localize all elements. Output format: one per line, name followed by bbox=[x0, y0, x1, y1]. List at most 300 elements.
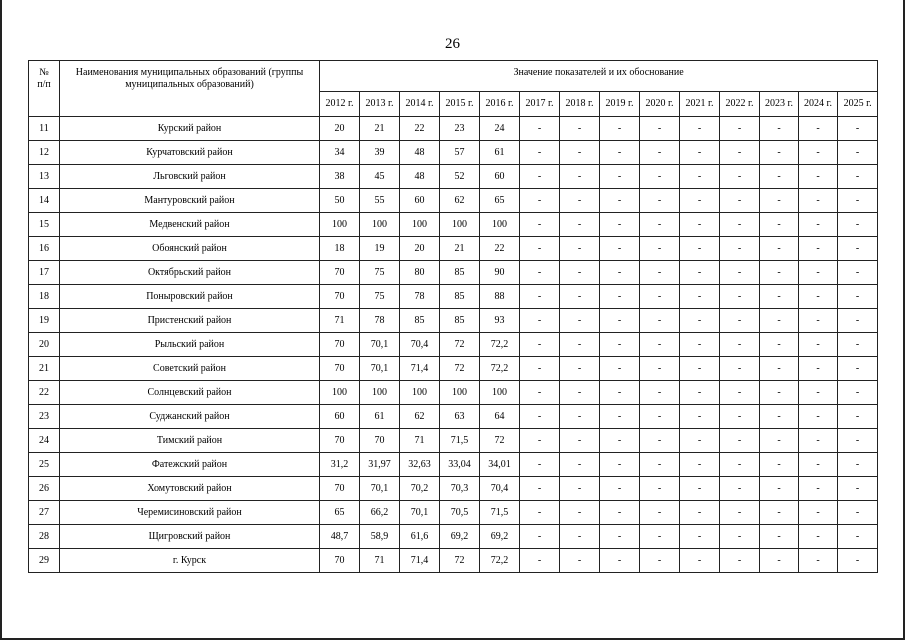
value-cell: - bbox=[838, 237, 878, 261]
value-cell: - bbox=[520, 333, 560, 357]
value-cell: 72,2 bbox=[480, 333, 520, 357]
municipality-name-cell: Рыльский район bbox=[60, 333, 320, 357]
year-header-cell: 2020 г. bbox=[640, 92, 680, 117]
value-cell: - bbox=[560, 477, 600, 501]
value-cell: - bbox=[760, 189, 799, 213]
value-cell: 85 bbox=[440, 261, 480, 285]
row-number-cell: 13 bbox=[29, 165, 60, 189]
value-cell: - bbox=[838, 501, 878, 525]
value-cell: 48 bbox=[400, 141, 440, 165]
value-cell: 75 bbox=[360, 285, 400, 309]
value-cell: 85 bbox=[440, 309, 480, 333]
municipality-name-cell: Тимский район bbox=[60, 429, 320, 453]
value-cell: - bbox=[720, 237, 760, 261]
value-cell: 65 bbox=[320, 501, 360, 525]
municipality-name-cell: Медвенский район bbox=[60, 213, 320, 237]
year-header-cell: 2021 г. bbox=[680, 92, 720, 117]
value-cell: 64 bbox=[480, 405, 520, 429]
value-cell: - bbox=[560, 333, 600, 357]
value-cell: - bbox=[838, 477, 878, 501]
municipality-name-cell: г. Курск bbox=[60, 549, 320, 573]
value-cell: 70,5 bbox=[440, 501, 480, 525]
row-number-cell: 28 bbox=[29, 525, 60, 549]
value-cell: - bbox=[799, 357, 838, 381]
value-cell: - bbox=[560, 309, 600, 333]
municipality-name-cell: Курский район bbox=[60, 117, 320, 141]
year-header-cell: 2016 г. bbox=[480, 92, 520, 117]
value-cell: 72 bbox=[480, 429, 520, 453]
value-cell: - bbox=[680, 381, 720, 405]
table-row bbox=[29, 141, 878, 165]
value-cell: 62 bbox=[400, 405, 440, 429]
value-cell: 70 bbox=[320, 429, 360, 453]
header-row-number-label: № п/п bbox=[37, 67, 51, 90]
value-cell: - bbox=[720, 549, 760, 573]
value-cell: 100 bbox=[320, 381, 360, 405]
value-cell: - bbox=[838, 333, 878, 357]
value-cell: 85 bbox=[400, 309, 440, 333]
row-number-cell: 12 bbox=[29, 141, 60, 165]
value-cell: - bbox=[520, 189, 560, 213]
value-cell: - bbox=[560, 501, 600, 525]
value-cell: 70 bbox=[320, 357, 360, 381]
value-cell: - bbox=[720, 117, 760, 141]
row-number-cell: 20 bbox=[29, 333, 60, 357]
value-cell: - bbox=[680, 165, 720, 189]
value-cell: - bbox=[560, 549, 600, 573]
value-cell: 22 bbox=[480, 237, 520, 261]
value-cell: - bbox=[560, 237, 600, 261]
value-cell: 34,01 bbox=[480, 453, 520, 477]
value-cell: - bbox=[600, 357, 640, 381]
table-row bbox=[29, 501, 878, 525]
table-row bbox=[29, 333, 878, 357]
value-cell: - bbox=[720, 309, 760, 333]
value-cell: - bbox=[560, 213, 600, 237]
value-cell: - bbox=[799, 405, 838, 429]
value-cell: - bbox=[560, 261, 600, 285]
value-cell: 71,4 bbox=[400, 357, 440, 381]
table-row bbox=[29, 213, 878, 237]
value-cell: - bbox=[600, 237, 640, 261]
header-row-number bbox=[29, 61, 60, 117]
value-cell: - bbox=[680, 141, 720, 165]
value-cell: 70 bbox=[360, 429, 400, 453]
value-cell: - bbox=[680, 285, 720, 309]
value-cell: - bbox=[560, 453, 600, 477]
value-cell: 70,1 bbox=[360, 333, 400, 357]
value-cell: - bbox=[560, 189, 600, 213]
value-cell: - bbox=[799, 141, 838, 165]
year-header-cell: 2013 г. bbox=[360, 92, 400, 117]
row-number-cell: 24 bbox=[29, 429, 60, 453]
value-cell: - bbox=[600, 117, 640, 141]
value-cell: - bbox=[680, 309, 720, 333]
table-row bbox=[29, 405, 878, 429]
value-cell: - bbox=[520, 477, 560, 501]
value-cell: - bbox=[760, 333, 799, 357]
value-cell: - bbox=[720, 141, 760, 165]
value-cell: - bbox=[720, 165, 760, 189]
municipality-name-cell: Суджанский район bbox=[60, 405, 320, 429]
value-cell: - bbox=[799, 237, 838, 261]
value-cell: - bbox=[680, 357, 720, 381]
value-cell: - bbox=[680, 405, 720, 429]
value-cell: - bbox=[640, 165, 680, 189]
table-row bbox=[29, 261, 878, 285]
value-cell: 72 bbox=[440, 333, 480, 357]
table-body bbox=[29, 117, 878, 573]
value-cell: - bbox=[680, 453, 720, 477]
value-cell: - bbox=[600, 141, 640, 165]
value-cell: 78 bbox=[400, 285, 440, 309]
table-row bbox=[29, 453, 878, 477]
value-cell: 61 bbox=[360, 405, 400, 429]
row-number-cell: 14 bbox=[29, 189, 60, 213]
value-cell: - bbox=[520, 501, 560, 525]
value-cell: - bbox=[760, 405, 799, 429]
municipality-name-cell: Хомутовский район bbox=[60, 477, 320, 501]
value-cell: 63 bbox=[440, 405, 480, 429]
value-cell: 100 bbox=[440, 213, 480, 237]
value-cell: - bbox=[520, 237, 560, 261]
value-cell: - bbox=[838, 357, 878, 381]
value-cell: - bbox=[600, 525, 640, 549]
value-cell: - bbox=[838, 189, 878, 213]
value-cell: - bbox=[640, 285, 680, 309]
year-header-cell: 2022 г. bbox=[720, 92, 760, 117]
row-number-cell: 16 bbox=[29, 237, 60, 261]
value-cell: - bbox=[640, 237, 680, 261]
value-cell: 70,4 bbox=[400, 333, 440, 357]
value-cell: 23 bbox=[440, 117, 480, 141]
value-cell: - bbox=[640, 381, 680, 405]
value-cell: 39 bbox=[360, 141, 400, 165]
row-number-cell: 25 bbox=[29, 453, 60, 477]
value-cell: - bbox=[600, 261, 640, 285]
value-cell: - bbox=[760, 213, 799, 237]
value-cell: - bbox=[838, 213, 878, 237]
value-cell: 70,1 bbox=[360, 357, 400, 381]
table-row bbox=[29, 357, 878, 381]
municipality-name-cell: Октябрьский район bbox=[60, 261, 320, 285]
header-municipality-label: Наименования муниципальных образований (группы муниципальных образований) bbox=[75, 67, 304, 90]
value-cell: 100 bbox=[440, 381, 480, 405]
value-cell: - bbox=[520, 285, 560, 309]
value-cell: - bbox=[560, 141, 600, 165]
value-cell: - bbox=[838, 381, 878, 405]
value-cell: - bbox=[720, 525, 760, 549]
value-cell: 90 bbox=[480, 261, 520, 285]
value-cell: - bbox=[799, 189, 838, 213]
value-cell: - bbox=[838, 453, 878, 477]
value-cell: - bbox=[640, 213, 680, 237]
value-cell: - bbox=[720, 501, 760, 525]
year-header-cell: 2019 г. bbox=[600, 92, 640, 117]
value-cell: 75 bbox=[360, 261, 400, 285]
value-cell: - bbox=[640, 477, 680, 501]
row-number-cell: 27 bbox=[29, 501, 60, 525]
value-cell: - bbox=[520, 453, 560, 477]
value-cell: 71,4 bbox=[400, 549, 440, 573]
value-cell: - bbox=[640, 501, 680, 525]
value-cell: 60 bbox=[320, 405, 360, 429]
value-cell: - bbox=[838, 309, 878, 333]
value-cell: - bbox=[600, 285, 640, 309]
value-cell: - bbox=[600, 501, 640, 525]
year-header-cell: 2015 г. bbox=[440, 92, 480, 117]
table-row bbox=[29, 117, 878, 141]
value-cell: - bbox=[640, 333, 680, 357]
value-cell: - bbox=[799, 117, 838, 141]
value-cell: 55 bbox=[360, 189, 400, 213]
value-cell: - bbox=[799, 333, 838, 357]
value-cell: 31,2 bbox=[320, 453, 360, 477]
table-row bbox=[29, 549, 878, 573]
value-cell: 62 bbox=[440, 189, 480, 213]
value-cell: 100 bbox=[360, 213, 400, 237]
scan-edge-left bbox=[0, 0, 2, 640]
value-cell: - bbox=[680, 501, 720, 525]
value-cell: - bbox=[760, 453, 799, 477]
value-cell: - bbox=[520, 261, 560, 285]
value-cell: - bbox=[760, 549, 799, 573]
value-cell: - bbox=[560, 429, 600, 453]
header-indicator-values bbox=[320, 61, 878, 92]
value-cell: - bbox=[799, 453, 838, 477]
value-cell: - bbox=[720, 333, 760, 357]
value-cell: 70,3 bbox=[440, 477, 480, 501]
row-number-cell: 15 bbox=[29, 213, 60, 237]
value-cell: - bbox=[720, 261, 760, 285]
value-cell: 50 bbox=[320, 189, 360, 213]
value-cell: - bbox=[799, 309, 838, 333]
value-cell: - bbox=[680, 261, 720, 285]
value-cell: - bbox=[600, 213, 640, 237]
header-indicator-label: Значение показателей и их обоснование bbox=[513, 67, 684, 78]
value-cell: - bbox=[520, 165, 560, 189]
row-number-cell: 19 bbox=[29, 309, 60, 333]
value-cell: - bbox=[520, 429, 560, 453]
value-cell: - bbox=[799, 429, 838, 453]
value-cell: 70 bbox=[320, 333, 360, 357]
value-cell: 20 bbox=[400, 237, 440, 261]
value-cell: 78 bbox=[360, 309, 400, 333]
year-header-cell: 2025 г. bbox=[838, 92, 878, 117]
value-cell: - bbox=[600, 549, 640, 573]
value-cell: - bbox=[520, 357, 560, 381]
row-number-cell: 18 bbox=[29, 285, 60, 309]
municipality-name-cell: Мантуровский район bbox=[60, 189, 320, 213]
value-cell: - bbox=[520, 525, 560, 549]
value-cell: - bbox=[760, 501, 799, 525]
value-cell: 71 bbox=[320, 309, 360, 333]
value-cell: - bbox=[799, 501, 838, 525]
value-cell: - bbox=[600, 165, 640, 189]
value-cell: 71,5 bbox=[440, 429, 480, 453]
value-cell: 80 bbox=[400, 261, 440, 285]
value-cell: - bbox=[640, 309, 680, 333]
value-cell: 70 bbox=[320, 261, 360, 285]
value-cell: 57 bbox=[440, 141, 480, 165]
value-cell: - bbox=[600, 477, 640, 501]
value-cell: - bbox=[720, 381, 760, 405]
value-cell: - bbox=[760, 357, 799, 381]
value-cell: 31,97 bbox=[360, 453, 400, 477]
value-cell: - bbox=[760, 381, 799, 405]
municipality-name-cell: Поныровский район bbox=[60, 285, 320, 309]
value-cell: - bbox=[680, 549, 720, 573]
table-row bbox=[29, 525, 878, 549]
value-cell: 71 bbox=[400, 429, 440, 453]
value-cell: - bbox=[560, 165, 600, 189]
value-cell: - bbox=[720, 357, 760, 381]
value-cell: - bbox=[520, 141, 560, 165]
table-row bbox=[29, 165, 878, 189]
value-cell: - bbox=[600, 333, 640, 357]
value-cell: - bbox=[720, 405, 760, 429]
row-number-cell: 11 bbox=[29, 117, 60, 141]
value-cell: 45 bbox=[360, 165, 400, 189]
municipality-name-cell: Советский район bbox=[60, 357, 320, 381]
year-header-cell: 2012 г. bbox=[320, 92, 360, 117]
value-cell: - bbox=[640, 189, 680, 213]
value-cell: 100 bbox=[400, 381, 440, 405]
value-cell: 85 bbox=[440, 285, 480, 309]
value-cell: 60 bbox=[400, 189, 440, 213]
value-cell: - bbox=[799, 285, 838, 309]
municipality-name-cell: Щигровский район bbox=[60, 525, 320, 549]
value-cell: 60 bbox=[480, 165, 520, 189]
value-cell: - bbox=[640, 117, 680, 141]
value-cell: - bbox=[640, 261, 680, 285]
value-cell: - bbox=[640, 525, 680, 549]
value-cell: - bbox=[600, 189, 640, 213]
table-row bbox=[29, 381, 878, 405]
value-cell: - bbox=[799, 213, 838, 237]
value-cell: - bbox=[799, 261, 838, 285]
value-cell: 72,2 bbox=[480, 549, 520, 573]
value-cell: 71,5 bbox=[480, 501, 520, 525]
value-cell: 88 bbox=[480, 285, 520, 309]
value-cell: 70,1 bbox=[360, 477, 400, 501]
value-cell: - bbox=[600, 405, 640, 429]
value-cell: - bbox=[640, 141, 680, 165]
value-cell: - bbox=[600, 309, 640, 333]
value-cell: - bbox=[760, 477, 799, 501]
value-cell: 20 bbox=[320, 117, 360, 141]
value-cell: 18 bbox=[320, 237, 360, 261]
value-cell: - bbox=[520, 213, 560, 237]
year-header-cell: 2024 г. bbox=[799, 92, 838, 117]
value-cell: 66,2 bbox=[360, 501, 400, 525]
year-header-cell: 2018 г. bbox=[560, 92, 600, 117]
value-cell: 72 bbox=[440, 549, 480, 573]
value-cell: 100 bbox=[320, 213, 360, 237]
value-cell: 72 bbox=[440, 357, 480, 381]
year-header-cell: 2014 г. bbox=[400, 92, 440, 117]
value-cell: - bbox=[520, 549, 560, 573]
value-cell: 48,7 bbox=[320, 525, 360, 549]
value-cell: - bbox=[838, 285, 878, 309]
value-cell: - bbox=[760, 117, 799, 141]
value-cell: 33,04 bbox=[440, 453, 480, 477]
value-cell: - bbox=[838, 429, 878, 453]
table-row bbox=[29, 285, 878, 309]
value-cell: - bbox=[560, 405, 600, 429]
page-number: 26 bbox=[445, 36, 460, 52]
value-cell: - bbox=[838, 405, 878, 429]
table-row bbox=[29, 237, 878, 261]
value-cell: - bbox=[640, 429, 680, 453]
value-cell: - bbox=[520, 117, 560, 141]
value-cell: - bbox=[838, 525, 878, 549]
value-cell: 24 bbox=[480, 117, 520, 141]
value-cell: - bbox=[760, 141, 799, 165]
municipality-name-cell: Пристенский район bbox=[60, 309, 320, 333]
value-cell: 19 bbox=[360, 237, 400, 261]
municipality-name-cell: Льговский район bbox=[60, 165, 320, 189]
municipality-name-cell: Обоянский район bbox=[60, 237, 320, 261]
value-cell: - bbox=[838, 117, 878, 141]
value-cell: - bbox=[680, 429, 720, 453]
value-cell: 72,2 bbox=[480, 357, 520, 381]
value-cell: - bbox=[520, 309, 560, 333]
value-cell: - bbox=[760, 525, 799, 549]
value-cell: 48 bbox=[400, 165, 440, 189]
value-cell: - bbox=[640, 357, 680, 381]
value-cell: 34 bbox=[320, 141, 360, 165]
value-cell: 61 bbox=[480, 141, 520, 165]
value-cell: 61,6 bbox=[400, 525, 440, 549]
value-cell: - bbox=[680, 477, 720, 501]
indicator-table bbox=[28, 60, 878, 573]
value-cell: 70 bbox=[320, 549, 360, 573]
value-cell: 100 bbox=[360, 381, 400, 405]
value-cell: - bbox=[720, 477, 760, 501]
value-cell: 71 bbox=[360, 549, 400, 573]
value-cell: 100 bbox=[480, 381, 520, 405]
value-cell: - bbox=[600, 453, 640, 477]
value-cell: 52 bbox=[440, 165, 480, 189]
table-row bbox=[29, 429, 878, 453]
year-header-cell: 2017 г. bbox=[520, 92, 560, 117]
value-cell: 70 bbox=[320, 285, 360, 309]
value-cell: - bbox=[640, 405, 680, 429]
header-municipality-name bbox=[60, 61, 320, 117]
table-row bbox=[29, 189, 878, 213]
value-cell: - bbox=[640, 453, 680, 477]
value-cell: 93 bbox=[480, 309, 520, 333]
value-cell: - bbox=[760, 165, 799, 189]
value-cell: - bbox=[760, 285, 799, 309]
value-cell: 70,1 bbox=[400, 501, 440, 525]
row-number-cell: 17 bbox=[29, 261, 60, 285]
value-cell: - bbox=[600, 429, 640, 453]
value-cell: - bbox=[760, 261, 799, 285]
municipality-name-cell: Черемисиновский район bbox=[60, 501, 320, 525]
value-cell: - bbox=[838, 165, 878, 189]
value-cell: 69,2 bbox=[440, 525, 480, 549]
value-cell: - bbox=[799, 477, 838, 501]
value-cell: - bbox=[720, 453, 760, 477]
value-cell: - bbox=[680, 333, 720, 357]
value-cell: - bbox=[760, 237, 799, 261]
value-cell: - bbox=[560, 357, 600, 381]
value-cell: - bbox=[838, 141, 878, 165]
table-row bbox=[29, 477, 878, 501]
value-cell: - bbox=[560, 285, 600, 309]
